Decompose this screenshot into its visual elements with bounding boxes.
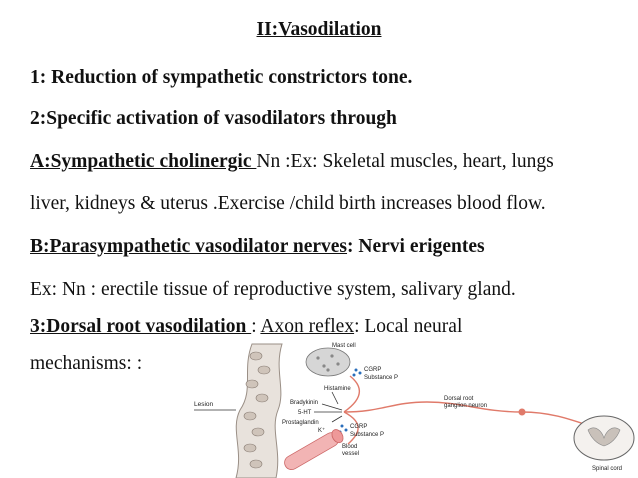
point-3-sep: : — [251, 316, 261, 337]
label-5ht: 5-HT — [298, 410, 312, 416]
label-drg-2: ganglion neuron — [444, 403, 488, 409]
point-a-continued: liver, kidneys & uterus .Exercise /child birth increases blood flow. — [30, 193, 546, 214]
axon-reflex: Axon reflex — [260, 316, 355, 337]
signal-arrows — [314, 392, 342, 422]
label-substance-p-top: Substance P — [364, 375, 399, 381]
point-a-label: A:Sympathetic cholinergic — [30, 151, 257, 172]
axon-reflex-diagram — [192, 340, 638, 478]
dorsal-root-ganglion — [519, 409, 526, 416]
point-b — [30, 235, 485, 259]
label-blood: Blood — [342, 444, 358, 450]
label-substance-p-bottom: Substance P — [350, 432, 385, 438]
point-2: 2:Specific activation of vasodilators through — [30, 108, 397, 129]
label-drg-1: Dorsal root — [444, 396, 474, 402]
label-mast-cell: Mast cell — [332, 343, 356, 349]
cgrp-dots-top — [353, 369, 362, 377]
slide-title: II:Vasodilation — [256, 19, 382, 40]
point-3 — [30, 315, 462, 339]
label-k: K⁺ — [318, 428, 326, 434]
label-spinal-cord: Spinal cord — [592, 466, 623, 472]
example-line: Ex: Nn : erectile tissue of reproductive system, salivary gland. — [30, 279, 516, 300]
mast-cell — [306, 348, 350, 376]
point-b-separator: : — [347, 236, 359, 257]
label-cgrp-top: CGRP — [364, 367, 382, 373]
blood-vessel — [282, 428, 345, 473]
point-a — [30, 150, 554, 174]
point-a-text: Nn :Ex: Skeletal muscles, heart, lungs — [256, 151, 554, 172]
point-b-term: Nervi erigentes — [358, 236, 485, 257]
skin-layer — [236, 344, 282, 478]
label-vessel: vessel — [342, 451, 360, 457]
label-lesion: Lesion — [194, 401, 214, 408]
point-b-label: B:Parasympathetic vasodilator nerves — [30, 236, 348, 257]
point-1: 1: Reduction of sympathetic constrictors tone. — [30, 67, 413, 88]
point-3-rest: : Local neural — [354, 316, 463, 337]
point-3-continued: mechanisms: : — [30, 353, 143, 374]
point-3-label: 3:Dorsal root vasodilation — [30, 316, 252, 337]
label-histamine: Histamine — [324, 386, 351, 392]
label-bradykinin: Bradykinin — [290, 400, 319, 406]
label-cgrp-bottom: CGRP — [350, 424, 368, 430]
label-prostaglandin: Prostaglandin — [282, 420, 319, 426]
